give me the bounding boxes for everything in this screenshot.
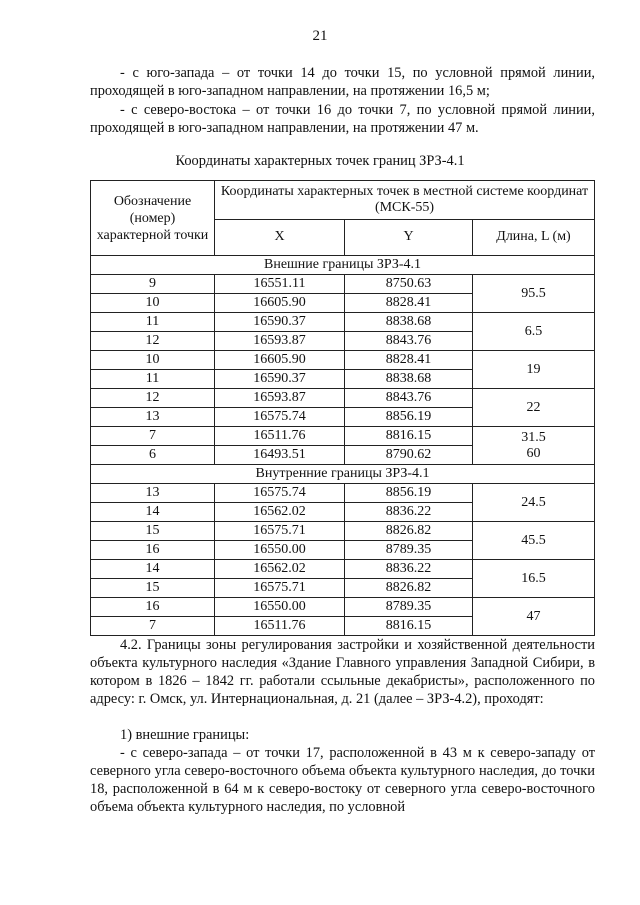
cell-y: 8856.19 [345, 408, 473, 427]
cell-y: 8856.19 [345, 484, 473, 503]
cell-point: 10 [91, 294, 215, 313]
table-row [91, 484, 595, 503]
cell-y: 8789.35 [345, 541, 473, 560]
header-x: X [215, 219, 345, 255]
cell-point: 15 [91, 522, 215, 541]
cell-x: 16575.71 [215, 522, 345, 541]
table-row [91, 522, 595, 541]
cell-y: 8826.82 [345, 579, 473, 598]
cell-x: 16493.51 [215, 446, 345, 465]
cell-point: 14 [91, 503, 215, 522]
cell-point: 13 [91, 408, 215, 427]
intro-paragraph-northeast: - с северо-востока – от точки 16 до точки 7, по условной прямой линии, проходящей в юго-западном направлении, на протяжении 47 м. [90, 102, 595, 136]
table-row [91, 351, 595, 370]
cell-length: 60 [526, 445, 541, 461]
table-row [91, 313, 595, 332]
section-outer-boundaries: Внешние границы ЗРЗ-4.1 [91, 256, 595, 275]
cell-point: 12 [91, 389, 215, 408]
cell-x: 16593.87 [215, 332, 345, 351]
cell-length: 31.5 [521, 429, 546, 445]
cell-x: 16575.74 [215, 408, 345, 427]
cell-y: 8828.41 [345, 294, 473, 313]
cell-x: 16511.76 [215, 427, 345, 446]
section-inner-boundaries: Внутренние границы ЗРЗ-4.1 [91, 465, 595, 484]
table-row [91, 560, 595, 579]
intro-paragraph-southwest: - с юго-запада – от точки 14 до точки 15, по условной прямой линии, проходящей в юго-западном направлении, на протяжении 16,5 м; [90, 65, 595, 99]
cell-point: 7 [91, 617, 215, 636]
header-point-designation: Обозначение (номер) характерной точки [91, 181, 215, 256]
cell-point: 7 [91, 427, 215, 446]
cell-length: 47 [473, 598, 595, 636]
cell-x: 16562.02 [215, 560, 345, 579]
cell-length: 6.5 [473, 313, 595, 351]
cell-y: 8790.62 [345, 446, 473, 465]
cell-y: 8843.76 [345, 389, 473, 408]
table-header-row [91, 181, 595, 220]
cell-point: 11 [91, 370, 215, 389]
header-length: Длина, L (м) [473, 219, 595, 255]
cell-point: 12 [91, 332, 215, 351]
coordinates-table [90, 180, 595, 636]
cell-x: 16590.37 [215, 313, 345, 332]
table-row [91, 389, 595, 408]
cell-y: 8826.82 [345, 522, 473, 541]
cell-y: 8750.63 [345, 275, 473, 294]
cell-length: 95.5 [473, 275, 595, 313]
cell-y: 8838.68 [345, 313, 473, 332]
cell-y: 8816.15 [345, 427, 473, 446]
cell-point: 14 [91, 560, 215, 579]
header-coordinates: Координаты характерных точек в местной системе координат (МСК-55) [215, 181, 595, 220]
cell-length: 19 [473, 351, 595, 389]
cell-y: 8843.76 [345, 332, 473, 351]
cell-length: 24.5 [473, 484, 595, 522]
cell-x: 16605.90 [215, 351, 345, 370]
table-row [91, 598, 595, 617]
cell-point: 11 [91, 313, 215, 332]
cell-x: 16550.00 [215, 541, 345, 560]
table-row [91, 427, 595, 446]
cell-y: 8836.22 [345, 503, 473, 522]
cell-point: 16 [91, 598, 215, 617]
cell-point: 13 [91, 484, 215, 503]
table-caption: Координаты характерных точек границ ЗРЗ-4.1 [175, 153, 465, 169]
cell-y: 8816.15 [345, 617, 473, 636]
cell-length: 45.5 [473, 522, 595, 560]
table-row [91, 275, 595, 294]
page-number: 21 [312, 28, 328, 44]
cell-y: 8836.22 [345, 560, 473, 579]
cell-point: 15 [91, 579, 215, 598]
cell-x: 16550.00 [215, 598, 345, 617]
cell-length: 16.5 [473, 560, 595, 598]
cell-x: 16575.74 [215, 484, 345, 503]
cell-x: 16605.90 [215, 294, 345, 313]
cell-x: 16551.11 [215, 275, 345, 294]
cell-y: 8828.41 [345, 351, 473, 370]
cell-x: 16511.76 [215, 617, 345, 636]
cell-point: 10 [91, 351, 215, 370]
header-y: Y [345, 219, 473, 255]
cell-point: 16 [91, 541, 215, 560]
paragraph-4-2: 4.2. Границы зоны регулирования застройки и хозяйственной деятельности объекта культурного наследия «Здание Главного управления Западной Сибири, в котором в 1826 – 1842 гг. работали ссыльные декабристы», расположенного по адресу: г. Омск, ул. Интернациональная, д. 21 (далее – ЗРЗ-4.2), проходят: [90, 637, 595, 707]
list-item-outer-boundaries: 1) внешние границы: [120, 727, 250, 743]
cell-length-pair [473, 427, 595, 465]
cell-point: 6 [91, 446, 215, 465]
paragraph-northwest-boundary: - с северо-запада – от точки 17, расположенной в 43 м к северо-западу от северного угла северо-восточного объема объекта культурного наследия, до точки 18, расположенной в 64 м к северо-востоку от северного угла северо-восточного объема объекта культурного наследия, по условной [90, 745, 595, 815]
cell-x: 16590.37 [215, 370, 345, 389]
cell-x: 16562.02 [215, 503, 345, 522]
cell-y: 8789.35 [345, 598, 473, 617]
cell-y: 8838.68 [345, 370, 473, 389]
cell-length: 22 [473, 389, 595, 427]
cell-x: 16575.71 [215, 579, 345, 598]
cell-point: 9 [91, 275, 215, 294]
cell-x: 16593.87 [215, 389, 345, 408]
